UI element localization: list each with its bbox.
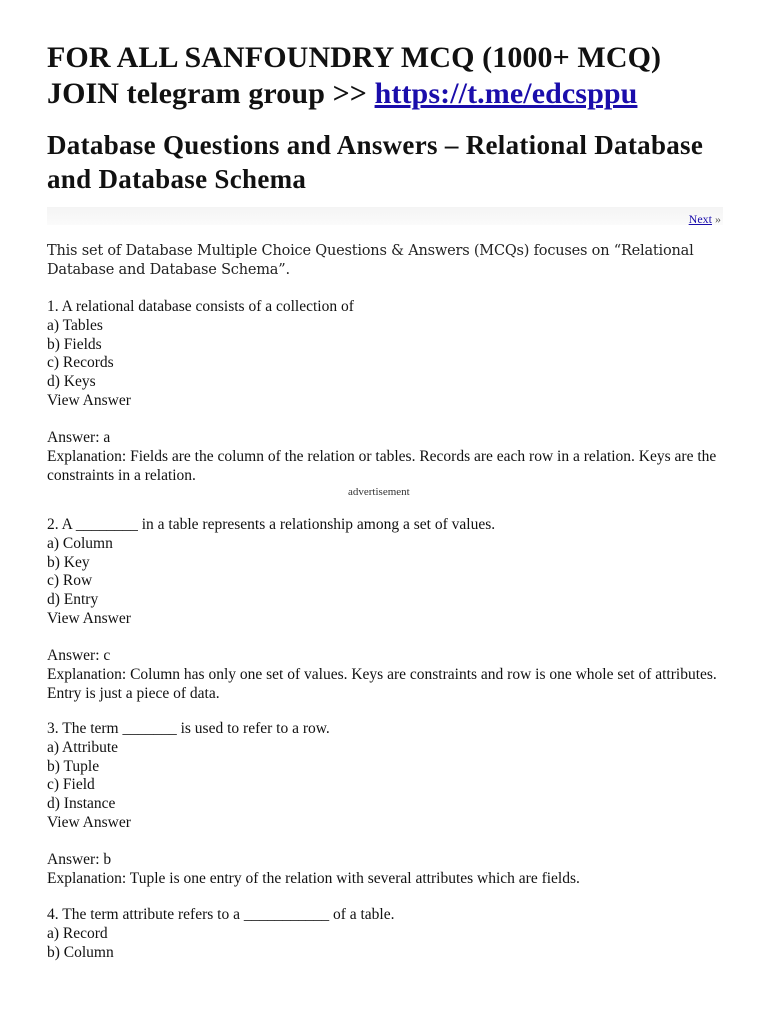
promo-line-2 [47,76,727,112]
option: b) Column [47,943,114,961]
advertisement-label: advertisement [348,486,410,498]
view-answer-button[interactable]: View Answer [47,391,131,409]
explanation-text: Explanation: Tuple is one entry of the relation with several attributes which are fields. [47,869,580,887]
question-4 [47,906,727,962]
telegram-promo [47,40,727,112]
view-answer-button[interactable]: View Answer [47,609,131,627]
page-title: Database Questions and Answers – Relational Database and Database Schema [47,130,704,194]
answer-text: Answer: a [47,429,111,446]
telegram-link[interactable]: https://t.me/edcsppu [374,77,638,110]
question-text: 1. A relational database consists of a collection of [47,298,354,315]
answer-3 [47,851,727,889]
answer-2 [47,647,727,703]
question-1 [47,298,727,411]
pagination [689,212,721,226]
option: b) Fields [47,335,102,353]
answer-text: Answer: b [47,851,112,868]
promo-prefix: JOIN telegram group >> [47,77,375,110]
question-2 [47,516,727,629]
explanation-text: Explanation: Column has only one set of values. Keys are constraints and row is one whole set of attributes. Entry is just a piece of data. [47,665,717,702]
view-answer-button[interactable]: View Answer [47,813,131,831]
answer-1 [47,429,727,485]
option: d) Keys [47,373,96,391]
question-text: 2. A ________ in a table represents a relationship among a set of values. [47,516,496,533]
option: d) Entry [47,591,99,609]
next-link[interactable]: Next [688,212,712,226]
option: b) Key [47,553,90,571]
option: c) Row [47,572,93,590]
answer-text: Answer: c [47,647,111,664]
nav-bar [47,207,723,225]
option: d) Instance [47,795,116,813]
intro-paragraph: This set of Database Multiple Choice Questions & Answers (MCQs) focuses on “Relational Database and Database Schema”. [47,243,694,278]
option: a) Attribute [47,738,119,756]
option: a) Record [47,924,108,942]
option: a) Tables [47,316,103,334]
option: a) Column [47,534,113,552]
option: b) Tuple [47,757,100,775]
explanation-text: Explanation: Fields are the column of the relation or tables. Records are each row in a relation. Keys are the constraints in a relation. [47,447,717,484]
option: c) Field [47,776,95,794]
promo-line-1: FOR ALL SANFOUNDRY MCQ (1000+ MCQ) [47,41,662,74]
question-3 [47,720,727,833]
next-arrow: » [712,212,721,226]
option: c) Records [47,354,114,372]
question-text: 4. The term attribute refers to a ___________ of a table. [47,906,395,923]
question-text: 3. The term _______ is used to refer to a row. [47,720,330,737]
